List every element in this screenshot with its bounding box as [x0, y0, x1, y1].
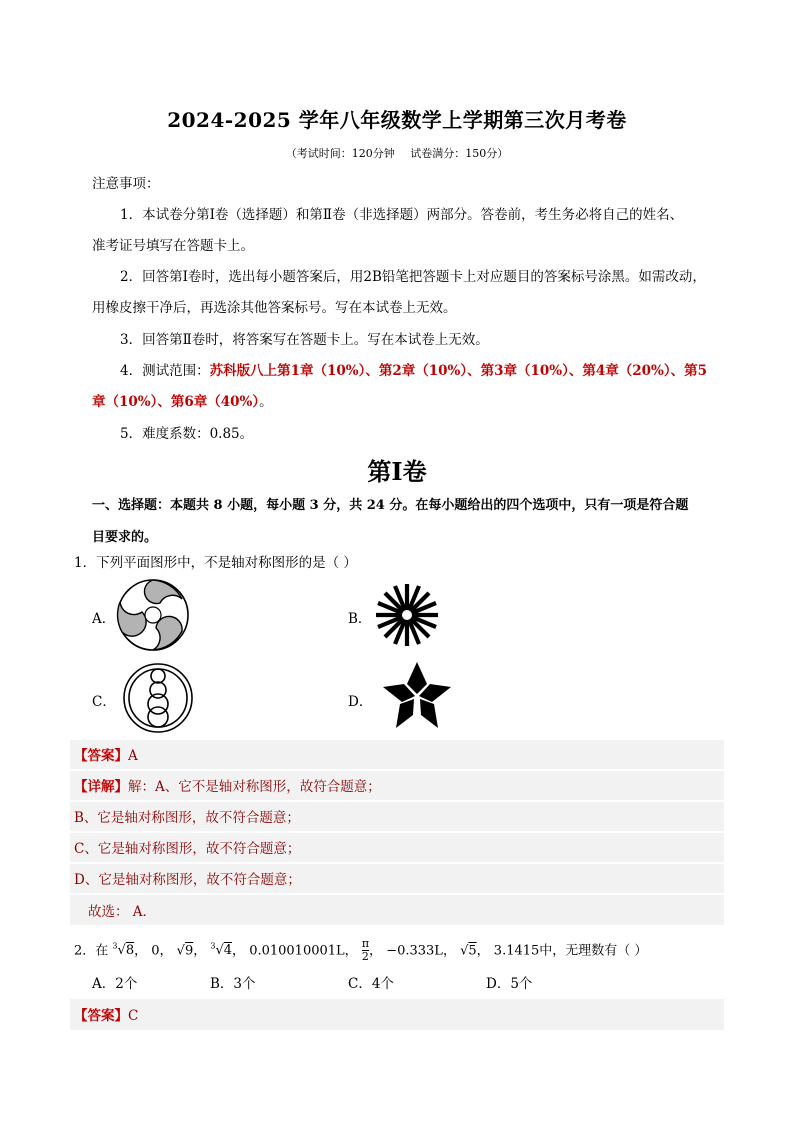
full-score: 试卷满分：150分） — [410, 147, 509, 160]
note-3: 3．回答第Ⅱ卷时，将答案写在答题卡上。写在本试卷上无效。 — [120, 332, 489, 348]
sqrt-9: √9 — [176, 943, 194, 959]
note-1b: 准考证号填写在答题卡上。 — [92, 238, 254, 254]
note-4a — [120, 361, 707, 381]
q2-option-c: C．4个 — [348, 976, 394, 992]
q2-answer-band — [70, 999, 724, 1030]
exam-time: （考试时间：120分钟 — [285, 147, 395, 160]
term-zero: 0 — [151, 943, 160, 959]
term-decimal: 0.010010001L — [249, 943, 345, 959]
detail-line-3: D、它是轴对称图形，故不符合题意； — [74, 872, 301, 888]
note-2a: 2．回答第Ⅰ卷时，选出每小题答案后，用2B铅笔把答题卡上对应题目的答案标号涂黑。如需改动， — [120, 269, 706, 285]
term-neg-repeat: −0.333L — [386, 943, 443, 959]
q2-answer — [74, 1006, 138, 1026]
q1-option-c-label: C． — [92, 694, 116, 710]
q2-option-d: D．5个 — [486, 976, 533, 992]
test-scope-a: 苏科版八上第1章（10%）、第2章（10%）、第3章（10%）、第4章（20%）、第5 — [209, 363, 708, 379]
note-5: 5．难度系数：0.85。 — [120, 426, 254, 442]
test-scope-b: 章（10%）、第6章（40%） — [92, 394, 260, 410]
sqrt-5: √5 — [460, 943, 477, 959]
note-4b — [92, 392, 273, 412]
note-4-prefix: 4．测试范围： — [120, 363, 210, 379]
note-4-suffix: 。 — [259, 394, 273, 410]
detail-line-2: C、它是轴对称图形，故不符合题意； — [74, 841, 301, 857]
detail-line-0: 解：A、它不是轴对称图形，故符合题意； — [128, 779, 381, 795]
q1-figure-c — [122, 662, 194, 734]
q1-figure-a — [116, 578, 190, 652]
q1-stem: 1．下列平面图形中，不是轴对称图形的是（ ） — [74, 555, 357, 571]
q1-conclusion-band — [70, 895, 724, 925]
section-desc-a: 一、选择题：本题共 8 小题，每小题 3 分，共 24 分。在每小题给出的四个选项中，只有一项是符合题 — [92, 498, 689, 513]
q1-conclusion: 故选： A． — [88, 904, 157, 920]
q1-option-a-label: A． — [92, 611, 116, 627]
detail-line-1: B、它是轴对称图形，故不符合题意； — [74, 810, 300, 826]
figure-c-circles — [124, 664, 192, 732]
q1-figure-b — [372, 580, 442, 650]
q1-figure-d — [380, 660, 454, 732]
answer-value: A — [128, 748, 138, 764]
q2-number: 2．在 — [74, 943, 109, 959]
figure-d-petals — [383, 662, 451, 728]
q2-tail: 中，无理数有（ ） — [539, 943, 648, 959]
section-title: 第Ⅰ卷 — [367, 457, 427, 486]
answer-label: 【答案】 — [74, 748, 128, 764]
exam-info — [0, 145, 794, 161]
cbrt-4: $^3$√4 — [210, 942, 233, 959]
term-3-1415: 3.1415 — [493, 943, 540, 959]
cbrt-8: $^3$√8 — [112, 942, 135, 959]
figure-a-center — [145, 607, 161, 623]
q1-option-d-label: D． — [348, 694, 373, 710]
figure-b-center — [402, 610, 412, 620]
q1-answer-band — [70, 740, 724, 769]
q1-option-b-label: B． — [348, 611, 372, 627]
note-2b: 用橡皮擦干净后，再选涂其他答案标号。写在本试卷上无效。 — [92, 300, 457, 316]
q1-answer — [74, 746, 138, 766]
note-1a: 1．本试卷分第Ⅰ卷（选择题）和第Ⅱ卷（非选择题）两部分。答卷前，考生务必将自己的姓名、 — [120, 207, 684, 223]
page-title: 2024-2025 学年八年级数学上学期第三次月考卷 — [167, 108, 627, 132]
answer-label: 【答案】 — [74, 1008, 128, 1024]
q2-option-a: A．2个 — [92, 976, 138, 992]
answer-value: C — [128, 1008, 139, 1024]
detail-label: 【详解】 — [74, 779, 128, 795]
section-desc-b: 目要求的。 — [92, 530, 158, 545]
notes-heading: 注意事项： — [92, 176, 160, 192]
q2-option-b: B．3个 — [210, 976, 256, 992]
pi-over-2: $\frac{\pi}{2}$ — [361, 937, 370, 964]
q2-stem: 2．在 $^3$√8， 0， √9， $^3$√4， 0.010010001L， $\frac{\pi}{2}$ ， −0.333L， √5， 3.1415中，无理数有（ ） — [74, 937, 648, 964]
q1-detail — [74, 777, 381, 797]
